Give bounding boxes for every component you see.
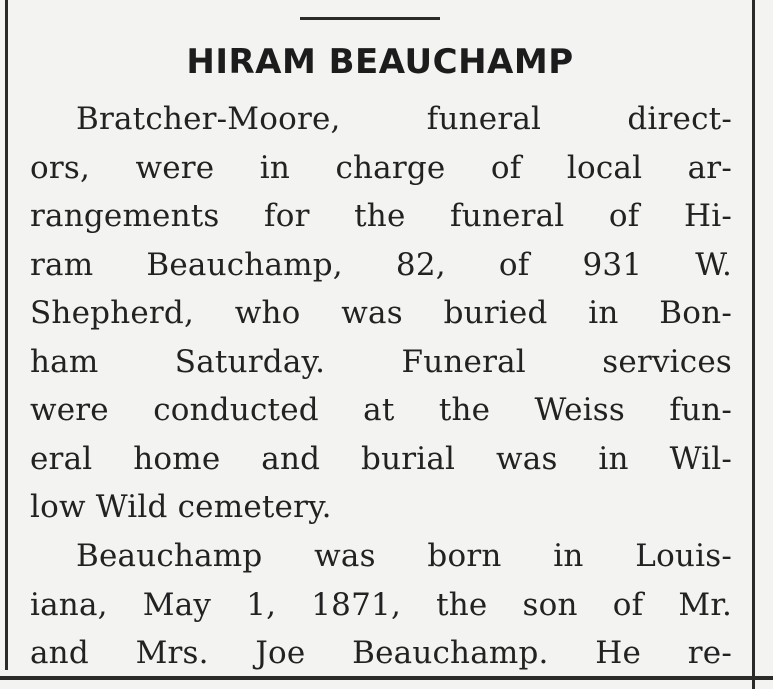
headline-rule — [300, 17, 440, 20]
text-line: iana, May 1, 1871, the son of Mr. — [30, 586, 732, 623]
column-rule-left — [5, 0, 8, 670]
obituary-paragraph-1 — [30, 95, 732, 532]
text-line: ors, were in charge of local ar- — [30, 149, 732, 186]
text-line: eral home and burial was in Wil- — [30, 440, 732, 477]
text-line: Shepherd, who was buried in Bon- — [30, 295, 732, 331]
text-line: ham Saturday. Funeral services — [30, 343, 732, 380]
text-line: were conducted at the Weiss fun- — [30, 392, 732, 428]
text-line: low Wild cemetery. — [30, 489, 332, 525]
column-rule-right — [752, 0, 755, 689]
column-rule-bottom — [0, 676, 773, 680]
text-line: Bratcher-Moore, funeral direct- — [76, 101, 732, 137]
obituary-paragraph-2 — [30, 532, 732, 678]
text-line: and Mrs. Joe Beauchamp. He re- — [30, 635, 732, 671]
text-line: Beauchamp was born in Louis- — [76, 538, 732, 574]
obituary-headline: HIRAM BEAUCHAMP — [186, 42, 574, 82]
text-line: ram Beauchamp, 82, of 931 W. — [30, 246, 732, 283]
text-line: rangements for the funeral of Hi- — [30, 198, 732, 234]
